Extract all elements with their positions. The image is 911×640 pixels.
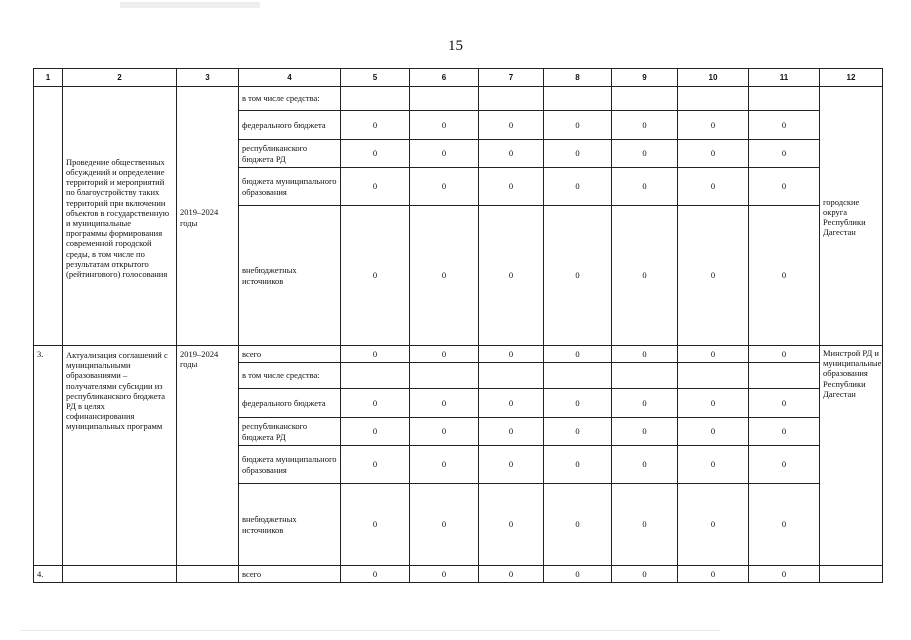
column-header: 7 bbox=[479, 69, 544, 87]
value-cell: 0 bbox=[479, 206, 544, 346]
value-cell: 0 bbox=[544, 346, 612, 363]
column-header: 11 bbox=[749, 69, 820, 87]
value-cell: 0 bbox=[544, 418, 612, 446]
column-header: 10 bbox=[678, 69, 749, 87]
value-cell: 0 bbox=[479, 346, 544, 363]
value-cell: 0 bbox=[678, 346, 749, 363]
period-cell: 2019–2024 годы bbox=[177, 87, 239, 346]
value-cell: 0 bbox=[749, 446, 820, 484]
column-header: 9 bbox=[612, 69, 678, 87]
row-number-cell: 4. bbox=[34, 566, 63, 583]
value-cell: 0 bbox=[678, 168, 749, 206]
page-number: 15 bbox=[448, 38, 463, 54]
value-cell: 0 bbox=[544, 168, 612, 206]
value-cell: 0 bbox=[612, 566, 678, 583]
executor-cell: городские округа Республики Дагестан bbox=[820, 87, 883, 346]
value-cell: 0 bbox=[479, 168, 544, 206]
value-cell: 0 bbox=[410, 418, 479, 446]
value-cell: 0 bbox=[479, 111, 544, 140]
value-cell bbox=[410, 87, 479, 111]
value-cell: 0 bbox=[678, 446, 749, 484]
activity-description bbox=[63, 566, 177, 583]
activity-description: Актуализация соглашений с муниципальными образованиями – получателями субсидии из республиканского бюджета РД в целях софинансирования муниципальных программ bbox=[63, 346, 177, 566]
value-cell: 0 bbox=[544, 389, 612, 418]
value-cell: 0 bbox=[612, 418, 678, 446]
value-cell: 0 bbox=[410, 566, 479, 583]
value-cell: 0 bbox=[544, 446, 612, 484]
value-cell: 0 bbox=[479, 566, 544, 583]
value-cell: 0 bbox=[678, 484, 749, 566]
value-cell: 0 bbox=[341, 566, 410, 583]
value-cell bbox=[341, 87, 410, 111]
funding-source: федерального бюджета bbox=[239, 111, 341, 140]
value-cell bbox=[749, 87, 820, 111]
column-header: 12 bbox=[820, 69, 883, 87]
value-cell: 0 bbox=[544, 140, 612, 168]
value-cell bbox=[678, 87, 749, 111]
value-cell: 0 bbox=[678, 418, 749, 446]
funding-source: внебюджетных источников bbox=[239, 206, 341, 346]
value-cell: 0 bbox=[749, 484, 820, 566]
value-cell: 0 bbox=[341, 389, 410, 418]
value-cell: 0 bbox=[410, 346, 479, 363]
row-number-cell: 3. bbox=[34, 346, 63, 566]
value-cell: 0 bbox=[612, 111, 678, 140]
value-cell: 0 bbox=[678, 389, 749, 418]
funding-source: в том числе средства: bbox=[239, 363, 341, 389]
value-cell bbox=[678, 363, 749, 389]
value-cell bbox=[479, 87, 544, 111]
value-cell bbox=[479, 363, 544, 389]
value-cell: 0 bbox=[612, 346, 678, 363]
value-cell bbox=[612, 363, 678, 389]
value-cell bbox=[749, 363, 820, 389]
value-cell: 0 bbox=[410, 206, 479, 346]
value-cell: 0 bbox=[544, 206, 612, 346]
value-cell: 0 bbox=[479, 484, 544, 566]
value-cell bbox=[544, 363, 612, 389]
value-cell: 0 bbox=[410, 389, 479, 418]
funding-source: республиканского бюджета РД bbox=[239, 140, 341, 168]
value-cell: 0 bbox=[410, 446, 479, 484]
value-cell: 0 bbox=[479, 418, 544, 446]
value-cell: 0 bbox=[544, 484, 612, 566]
value-cell bbox=[410, 363, 479, 389]
value-cell: 0 bbox=[410, 168, 479, 206]
value-cell: 0 bbox=[544, 566, 612, 583]
value-cell: 0 bbox=[749, 168, 820, 206]
value-cell: 0 bbox=[678, 206, 749, 346]
scan-noise bbox=[20, 630, 720, 631]
table-row bbox=[34, 87, 883, 111]
funding-source: в том числе средства: bbox=[239, 87, 341, 111]
funding-source: бюджета муниципального образования bbox=[239, 446, 341, 484]
row-number-cell bbox=[34, 87, 63, 346]
funding-source: всего bbox=[239, 346, 341, 363]
value-cell: 0 bbox=[341, 111, 410, 140]
value-cell: 0 bbox=[341, 168, 410, 206]
executor-cell bbox=[820, 566, 883, 583]
value-cell: 0 bbox=[341, 484, 410, 566]
value-cell: 0 bbox=[749, 140, 820, 168]
activity-description: Проведение общественных обсуждений и определение территорий и мероприятий по благоустройству таких территорий при включении объектов в государственную и муниципальные программы формирования современной городской среды, в том числе по результатам открытого (рейтингового) голосования bbox=[63, 87, 177, 346]
value-cell: 0 bbox=[410, 484, 479, 566]
value-cell: 0 bbox=[749, 566, 820, 583]
value-cell: 0 bbox=[749, 111, 820, 140]
value-cell: 0 bbox=[749, 418, 820, 446]
column-header: 4 bbox=[239, 69, 341, 87]
value-cell: 0 bbox=[544, 111, 612, 140]
value-cell: 0 bbox=[749, 389, 820, 418]
value-cell: 0 bbox=[479, 446, 544, 484]
value-cell: 0 bbox=[612, 140, 678, 168]
column-header: 2 bbox=[63, 69, 177, 87]
value-cell: 0 bbox=[678, 140, 749, 168]
value-cell: 0 bbox=[749, 206, 820, 346]
table-row bbox=[34, 346, 883, 363]
value-cell: 0 bbox=[749, 346, 820, 363]
value-cell bbox=[341, 363, 410, 389]
value-cell: 0 bbox=[612, 168, 678, 206]
column-header: 1 bbox=[34, 69, 63, 87]
value-cell bbox=[612, 87, 678, 111]
header-row bbox=[34, 69, 883, 87]
value-cell: 0 bbox=[341, 140, 410, 168]
value-cell: 0 bbox=[341, 206, 410, 346]
executor-cell: Минстрой РД и муниципальные образования Республики Дагестан bbox=[820, 346, 883, 566]
value-cell: 0 bbox=[341, 418, 410, 446]
value-cell: 0 bbox=[410, 140, 479, 168]
value-cell: 0 bbox=[341, 346, 410, 363]
value-cell: 0 bbox=[479, 389, 544, 418]
funding-source: федерального бюджета bbox=[239, 389, 341, 418]
column-header: 6 bbox=[410, 69, 479, 87]
table-row bbox=[34, 566, 883, 583]
column-header: 3 bbox=[177, 69, 239, 87]
table-body bbox=[34, 87, 883, 583]
value-cell: 0 bbox=[612, 206, 678, 346]
value-cell: 0 bbox=[612, 484, 678, 566]
value-cell bbox=[544, 87, 612, 111]
funding-source: всего bbox=[239, 566, 341, 583]
funding-source: бюджета муниципального образования bbox=[239, 168, 341, 206]
column-header: 8 bbox=[544, 69, 612, 87]
funding-source: внебюджетных источников bbox=[239, 484, 341, 566]
funding-source: республиканского бюджета РД bbox=[239, 418, 341, 446]
value-cell: 0 bbox=[678, 111, 749, 140]
value-cell: 0 bbox=[678, 566, 749, 583]
value-cell: 0 bbox=[612, 446, 678, 484]
value-cell: 0 bbox=[612, 389, 678, 418]
scan-noise bbox=[120, 2, 260, 8]
value-cell: 0 bbox=[410, 111, 479, 140]
budget-table bbox=[33, 68, 883, 583]
period-cell: 2019–2024 годы bbox=[177, 346, 239, 566]
value-cell: 0 bbox=[479, 140, 544, 168]
value-cell: 0 bbox=[341, 446, 410, 484]
column-header: 5 bbox=[341, 69, 410, 87]
period-cell bbox=[177, 566, 239, 583]
